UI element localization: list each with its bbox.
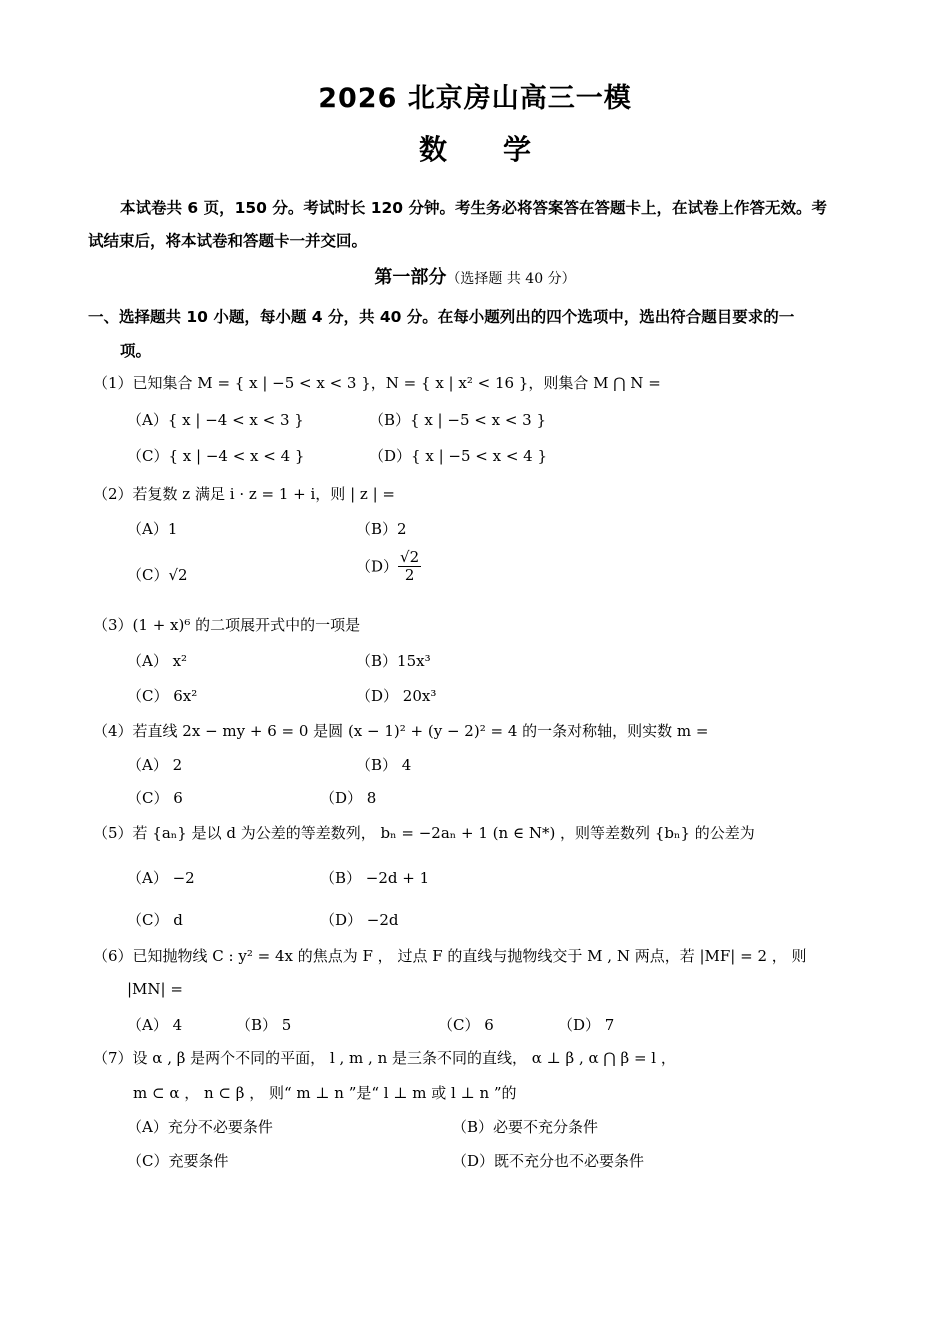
q7-option-a: （A）充分不必要条件 <box>127 1118 273 1136</box>
question-6-stem-continued: |MN| = <box>127 980 183 998</box>
q2-option-a: （A）1 <box>127 520 178 538</box>
q5-option-b: （B） −2d + 1 <box>320 869 430 887</box>
q5-option-c: （C） d <box>127 911 183 929</box>
fraction-numerator: √2 <box>400 548 420 566</box>
q1-option-d: （D）{ x | −5 < x < 4 } <box>369 447 548 465</box>
q3-option-b: （B）15x³ <box>356 652 431 670</box>
q6-option-c: （C） 6 <box>438 1016 494 1034</box>
q4-option-c: （C） 6 <box>127 789 183 807</box>
subject-title: 数 学 <box>418 133 531 166</box>
q7-option-c: （C）充要条件 <box>127 1152 229 1170</box>
part-title: 第一部分 <box>374 267 447 288</box>
question-5-stem: （5）若 {aₙ} 是以 d 为公差的等差数列， bₙ = −2aₙ + 1 (n ∈ N*) ，则等差数列 {bₙ} 的公差为 <box>93 824 755 842</box>
section-instruction-2: 项。 <box>120 342 152 360</box>
q2-option-c: （C）√2 <box>127 566 188 584</box>
q4-option-d: （D） 8 <box>320 789 377 807</box>
q6-option-d: （D） 7 <box>558 1016 615 1034</box>
q5-option-a: （A） −2 <box>127 869 195 887</box>
part-note: （选择题 共 40 分） <box>446 271 576 287</box>
fraction-denominator: 2 <box>404 565 415 584</box>
q3-option-c: （C） 6x² <box>127 687 198 705</box>
q6-option-b: （B） 5 <box>236 1016 292 1034</box>
question-7-stem-continued: m ⊂ α ， n ⊂ β ， 则“ m ⊥ n ”是“ l ⊥ m 或 l ⊥ n ”的 <box>133 1084 517 1102</box>
intro-line-1: 本试卷共 6 页，150 分。考试时长 120 分钟。考生务必将答案答在答题卡上，在试卷上作答无效。考 <box>120 199 827 217</box>
question-2-stem: （2）若复数 z 满足 i · z = 1 + i，则 | z | = <box>93 485 395 503</box>
q2-option-b: （B）2 <box>356 520 407 538</box>
q3-option-a: （A） x² <box>127 652 188 670</box>
intro-line-2: 试结束后，将本试卷和答题卡一并交回。 <box>88 232 368 250</box>
fraction <box>398 549 421 583</box>
question-6-stem: （6）已知抛物线 C : y² = 4x 的焦点为 F ， 过点 F 的直线与抛物线交于 M , N 两点，若 |MF| = 2 ， 则 <box>93 947 807 965</box>
q6-option-a: （A） 4 <box>127 1016 183 1034</box>
question-7-stem: （7）设 α , β 是两个不同的平面， l , m , n 是三条不同的直线， α ⊥ β , α ⋂ β = l ， <box>93 1049 676 1067</box>
q2-option-d <box>356 549 421 583</box>
q7-option-b: （B）必要不充分条件 <box>452 1118 599 1136</box>
q3-option-d: （D） 20x³ <box>356 687 437 705</box>
section-instruction-1: 一、选择题共 10 小题，每小题 4 分，共 40 分。在每小题列出的四个选项中，选出符合题目要求的一 <box>88 308 795 326</box>
q4-option-b: （B） 4 <box>356 756 412 774</box>
question-1-stem: （1）已知集合 M = { x | −5 < x < 3 }，N = { x | x² < 16 }，则集合 M ⋂ N = <box>93 374 661 392</box>
q2-option-d-label: （D） <box>356 557 399 576</box>
q5-option-d: （D） −2d <box>320 911 399 929</box>
question-4-stem: （4）若直线 2x − my + 6 = 0 是圆 (x − 1)² + (y − 2)² = 4 的一条对称轴，则实数 m = <box>93 722 709 740</box>
q1-option-c: （C）{ x | −4 < x < 4 } <box>127 447 305 465</box>
part-heading <box>0 263 950 289</box>
question-3-stem: （3）(1 + x)⁶ 的二项展开式中的一项是 <box>93 616 361 634</box>
exam-title: 2026 北京房山高三一模 <box>318 83 632 114</box>
q4-option-a: （A） 2 <box>127 756 183 774</box>
q7-option-d: （D）既不充分也不必要条件 <box>452 1152 645 1170</box>
q1-option-b: （B）{ x | −5 < x < 3 } <box>369 411 547 429</box>
q1-option-a: （A）{ x | −4 < x < 3 } <box>127 411 304 429</box>
